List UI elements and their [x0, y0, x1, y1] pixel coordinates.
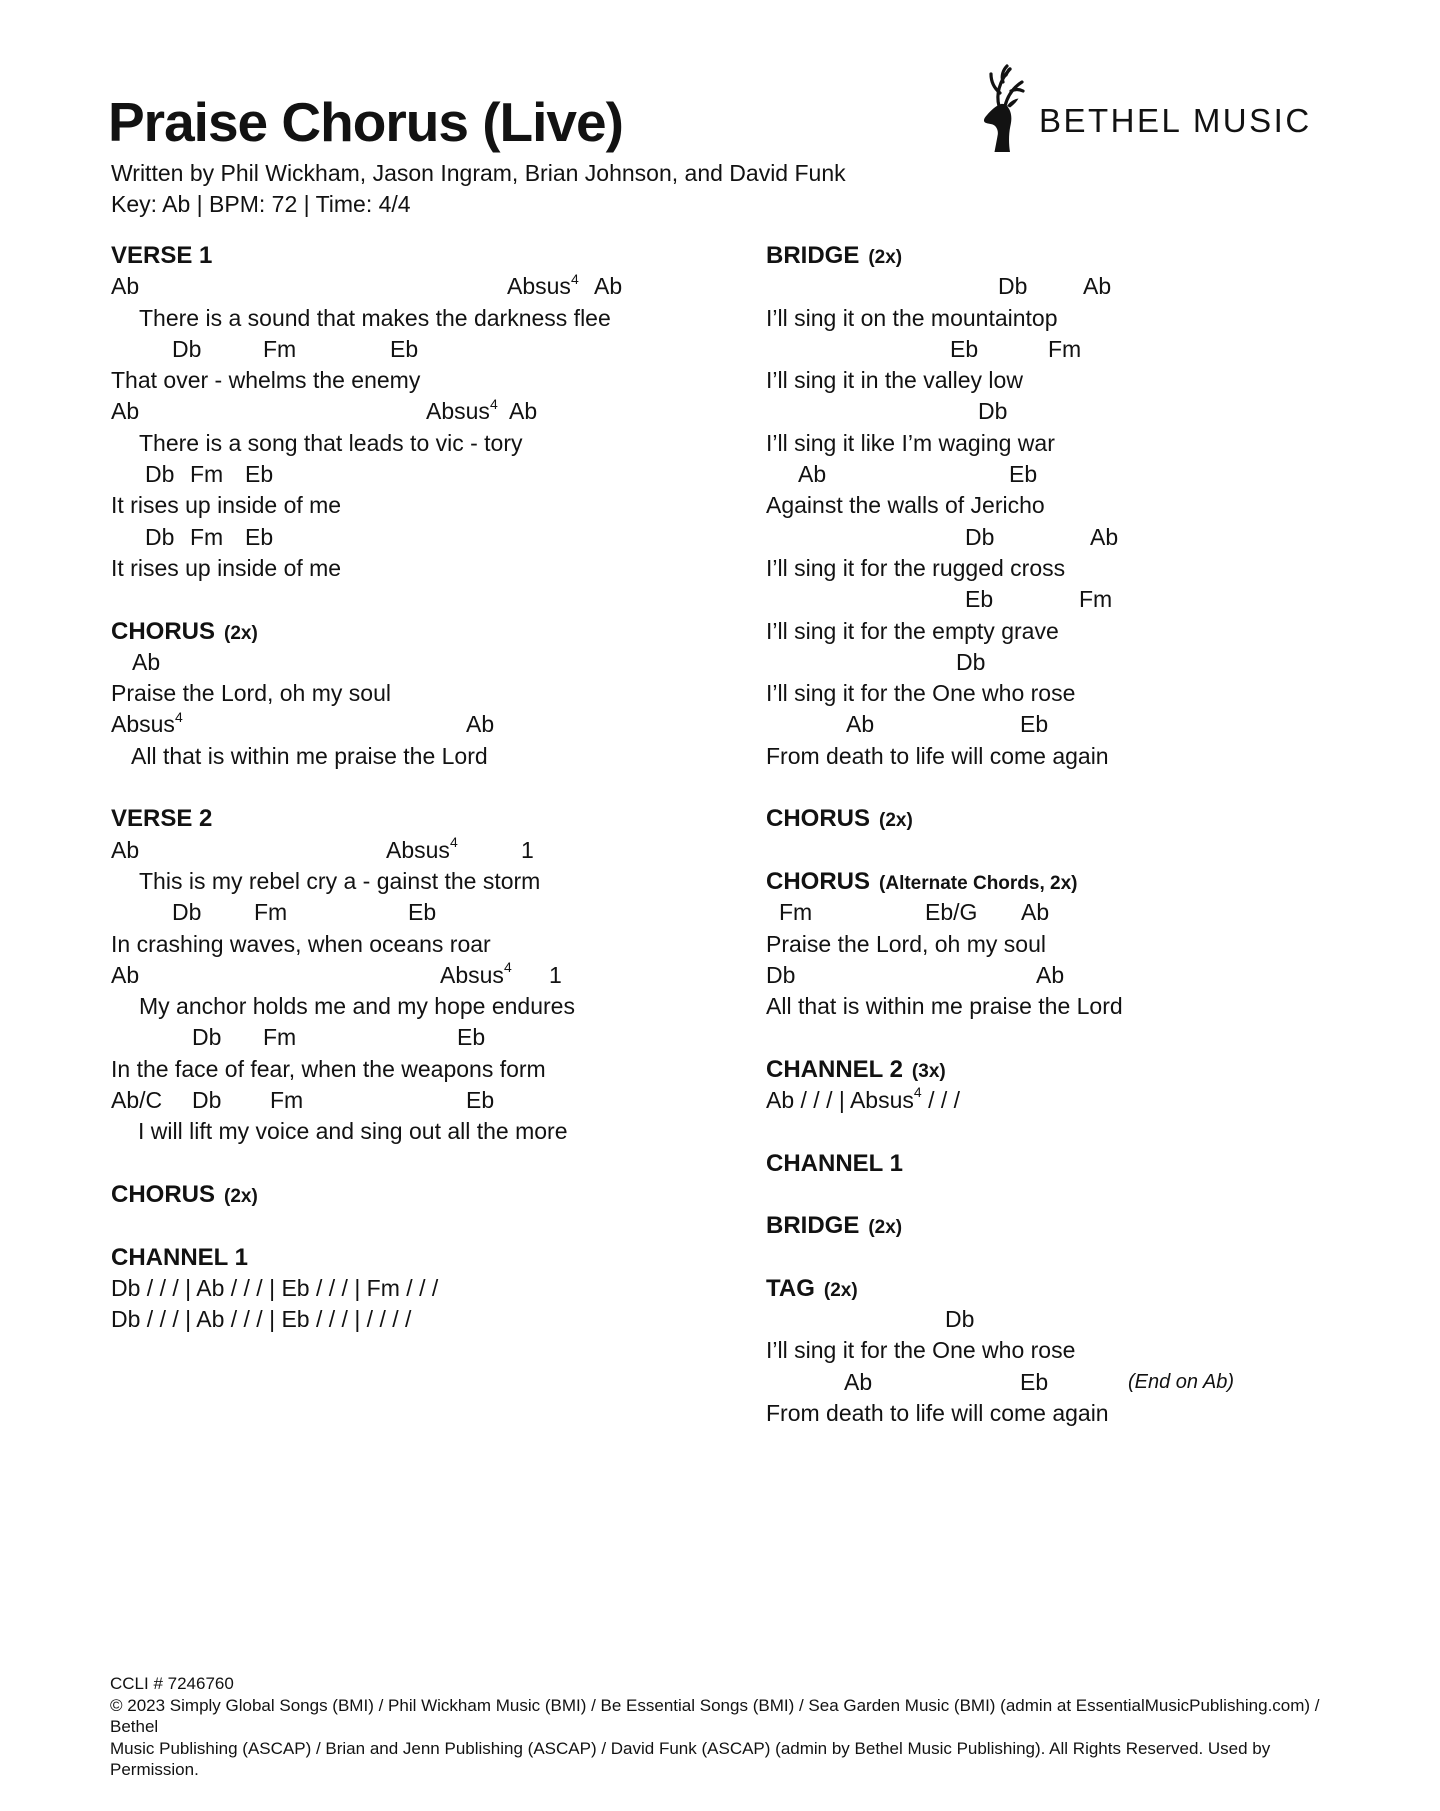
chord: Eb	[390, 335, 419, 362]
lyric-line: From death to life will come again	[766, 1399, 1109, 1426]
section-heading	[766, 803, 1406, 834]
chord-line	[766, 897, 1406, 928]
song-column-left	[111, 240, 731, 1367]
chord-line	[766, 522, 1406, 553]
section-title: BRIDGE	[766, 1212, 860, 1240]
lyric-line: My anchor holds me and my hope endures	[139, 993, 575, 1020]
song-section	[766, 1210, 1406, 1241]
chord: Db	[965, 523, 995, 550]
section-title: CHORUS	[111, 617, 216, 645]
chord: Ab	[132, 648, 161, 675]
section-heading	[766, 1210, 1406, 1241]
chord-bar-line: Db / / / | Ab / / / | Eb / / / | Fm / / /	[111, 1274, 439, 1301]
chord-line	[766, 334, 1406, 365]
section-title: CHORUS	[111, 1180, 216, 1208]
song-section	[111, 803, 731, 1147]
performance-note: (End on Ab)	[1128, 1370, 1234, 1393]
chord: Ab	[1021, 899, 1050, 926]
chord: Db	[192, 1024, 222, 1051]
chord: Ab	[111, 398, 140, 425]
chord: Absus$^4$	[386, 833, 458, 863]
section-heading	[766, 1054, 1406, 1085]
chord: Absus$^4$	[111, 708, 183, 738]
chord-line	[111, 960, 731, 991]
chord-line	[766, 647, 1406, 678]
chord: 1	[549, 961, 562, 988]
chord: Eb	[950, 335, 979, 362]
chord: Eb	[408, 899, 437, 926]
chord: Absus$^4$	[426, 395, 498, 425]
chord: Db	[978, 398, 1008, 425]
section-heading	[766, 240, 1406, 271]
lyric-line: That over - whelms the enemy	[111, 367, 421, 394]
chord: Fm	[263, 335, 297, 362]
chord: Ab	[111, 961, 140, 988]
chord-bar-line: Db / / / | Ab / / / | Eb / / / | / / / /	[111, 1306, 412, 1333]
chord-line	[766, 709, 1406, 740]
section-heading	[766, 1148, 1406, 1179]
chord: Ab	[509, 398, 538, 425]
section-heading	[111, 803, 731, 834]
section-qualifier: (2x)	[224, 622, 258, 644]
chord-line	[766, 1367, 1406, 1398]
lyric-line: There is a song that leads to vic - tory	[139, 429, 523, 456]
section-heading	[111, 1179, 731, 1210]
song-section	[766, 240, 1406, 772]
section-heading	[766, 1273, 1406, 1304]
chord-line	[111, 334, 731, 365]
lyric-line: In the face of fear, when the weapons form	[111, 1055, 546, 1082]
lyric-line: This is my rebel cry a - gainst the storm	[139, 867, 541, 894]
chord-line	[111, 709, 731, 740]
section-qualifier: (2x)	[224, 1185, 258, 1207]
chord: Ab	[798, 461, 827, 488]
chord: Db	[945, 1306, 975, 1333]
chord: Ab	[1090, 523, 1119, 550]
section-heading	[111, 240, 731, 271]
lyric-line: I’ll sing it for the One who rose	[766, 1337, 1076, 1364]
chord-line	[111, 1085, 731, 1116]
chord: Ab	[111, 836, 140, 863]
lyric-line: I’ll sing it for the empty grave	[766, 617, 1059, 644]
copyright-line: © 2023 Simply Global Songs (BMI) / Phil Wickham Music (BMI) / Be Essential Songs (BMI) / Sea Garden Music (BMI) (admin at EssentialMusicPublishing.com) / Bethel	[110, 1695, 1320, 1736]
chord: Ab	[594, 273, 623, 300]
chord: Eb	[1020, 711, 1049, 738]
footer	[110, 1673, 1355, 1781]
section-title: CHANNEL 1	[766, 1149, 903, 1177]
section-title: VERSE 2	[111, 805, 213, 833]
song-section	[111, 1242, 731, 1336]
chord: Ab	[846, 711, 875, 738]
lyric-line: I’ll sing it for the One who rose	[766, 680, 1076, 707]
chord-line	[111, 1022, 731, 1053]
chord: Eb	[965, 586, 994, 613]
song-byline: Written by Phil Wickham, Jason Ingram, Brian Johnson, and David Funk	[111, 160, 846, 186]
chord-line	[111, 647, 731, 678]
section-title: VERSE 1	[111, 242, 213, 269]
section-title: BRIDGE	[766, 242, 860, 269]
lyric-line: All that is within me praise the Lord	[766, 993, 1123, 1020]
section-title: CHORUS	[766, 805, 871, 833]
chord: Db	[172, 899, 202, 926]
chord: Ab	[111, 273, 140, 300]
song-column-right	[766, 240, 1406, 1461]
section-qualifier: (2x)	[868, 247, 903, 268]
chord: Eb	[245, 461, 274, 488]
chord: Fm	[190, 461, 224, 488]
section-title: CHANNEL 2	[766, 1055, 903, 1083]
song-section	[111, 240, 731, 584]
chord: Db	[192, 1087, 222, 1114]
brand-wordmark: BETHEL MUSIC	[1039, 102, 1312, 139]
bethel-music-logo	[980, 64, 1312, 152]
chord-line	[766, 960, 1406, 991]
song-section	[766, 803, 1406, 834]
song-section	[766, 1273, 1406, 1429]
ccli-number: CCLI # 7246760	[110, 1674, 234, 1693]
section-heading	[111, 1242, 731, 1273]
chord-line	[111, 897, 731, 928]
chord: Absus$^4$	[507, 270, 579, 300]
chord: Db	[766, 961, 796, 988]
chord: Ab	[1036, 961, 1065, 988]
lyric-line: I’ll sing it for the rugged cross	[766, 554, 1066, 581]
chord-line	[766, 459, 1406, 490]
song-section	[766, 1054, 1406, 1117]
section-title: CHANNEL 1	[111, 1243, 248, 1271]
chord: Ab/C	[111, 1087, 163, 1114]
lyric-line: I’ll sing it on the mountaintop	[766, 304, 1058, 331]
copyright-line: Music Publishing (ASCAP) / Brian and Jenn Publishing (ASCAP) / David Funk (ASCAP) (admin by Bethel Music Publishing). All Rights Reserved. Used by Permission.	[110, 1738, 1271, 1779]
chord: Fm	[779, 899, 813, 926]
chord: Ab	[844, 1368, 873, 1395]
song-section	[766, 1148, 1406, 1179]
song-info	[111, 158, 846, 220]
chord: Eb	[1020, 1368, 1049, 1395]
chord: Eb	[1009, 461, 1038, 488]
chord: Fm	[254, 899, 288, 926]
chord: Ab	[466, 711, 495, 738]
chord: Fm	[1079, 586, 1113, 613]
lyric-line: It rises up inside of me	[111, 554, 342, 581]
lyric-line: Praise the Lord, oh my soul	[111, 680, 391, 707]
section-qualifier: (2x)	[868, 1217, 903, 1239]
lyric-line: All that is within me praise the Lord	[131, 742, 488, 769]
chord: Fm	[190, 523, 224, 550]
section-title: TAG	[766, 1274, 815, 1302]
chord: Fm	[263, 1024, 297, 1051]
chord: Fm	[1048, 335, 1082, 362]
chord: Eb	[466, 1087, 495, 1114]
chord-line	[766, 396, 1406, 427]
chord: Ab	[1083, 273, 1112, 300]
section-qualifier: (2x)	[823, 1279, 858, 1301]
chord-line	[111, 459, 731, 490]
chord-bar-line: Ab / / / | Absus$^4$ / / /	[766, 1084, 961, 1114]
chord-line	[111, 271, 731, 302]
lyric-line: In crashing waves, when oceans roar	[111, 930, 491, 957]
section-heading	[111, 616, 731, 647]
chord: Fm	[270, 1087, 304, 1114]
song-section	[111, 1179, 731, 1210]
lyric-line: It rises up inside of me	[111, 492, 342, 519]
chord: Db	[145, 461, 175, 488]
lyric-line: I will lift my voice and sing out all the more	[138, 1118, 568, 1145]
song-section	[111, 616, 731, 772]
section-heading	[766, 866, 1406, 897]
song-title: Praise Chorus (Live)	[108, 91, 623, 153]
chord: Eb/G	[925, 899, 978, 926]
chord-line	[766, 271, 1406, 302]
chord: Eb	[457, 1024, 486, 1051]
section-qualifier: (Alternate Chords, 2x)	[879, 872, 1078, 894]
section-title: CHORUS	[766, 867, 871, 895]
chord-line	[111, 396, 731, 427]
chord-line	[111, 522, 731, 553]
chord: Db	[998, 273, 1028, 300]
section-qualifier: (3x)	[911, 1060, 946, 1082]
lyric-line: Praise the Lord, oh my soul	[766, 930, 1046, 957]
lyric-line: Against the walls of Jericho	[766, 492, 1045, 519]
chord: Absus$^4$	[440, 959, 512, 988]
chord-line	[111, 835, 731, 866]
section-qualifier: (2x)	[879, 810, 913, 832]
chord-line	[766, 1304, 1406, 1335]
song-section	[766, 866, 1406, 1022]
lyric-line: I’ll sing it like I’m waging war	[766, 429, 1055, 456]
chord: Db	[172, 335, 202, 362]
chord: Db	[956, 648, 986, 675]
chord: 1	[521, 836, 534, 863]
chord: Db	[145, 523, 175, 550]
copyright-notice	[110, 1695, 1355, 1781]
lyric-line: There is a sound that makes the darkness flee	[139, 304, 611, 331]
stag-icon	[980, 64, 1026, 152]
chord: Eb	[245, 523, 274, 550]
chord-line	[766, 584, 1406, 615]
song-key-meta: Key: Ab | BPM: 72 | Time: 4/4	[111, 191, 411, 217]
lyric-line: From death to life will come again	[766, 742, 1109, 769]
lyric-line: I’ll sing it in the valley low	[766, 367, 1023, 394]
